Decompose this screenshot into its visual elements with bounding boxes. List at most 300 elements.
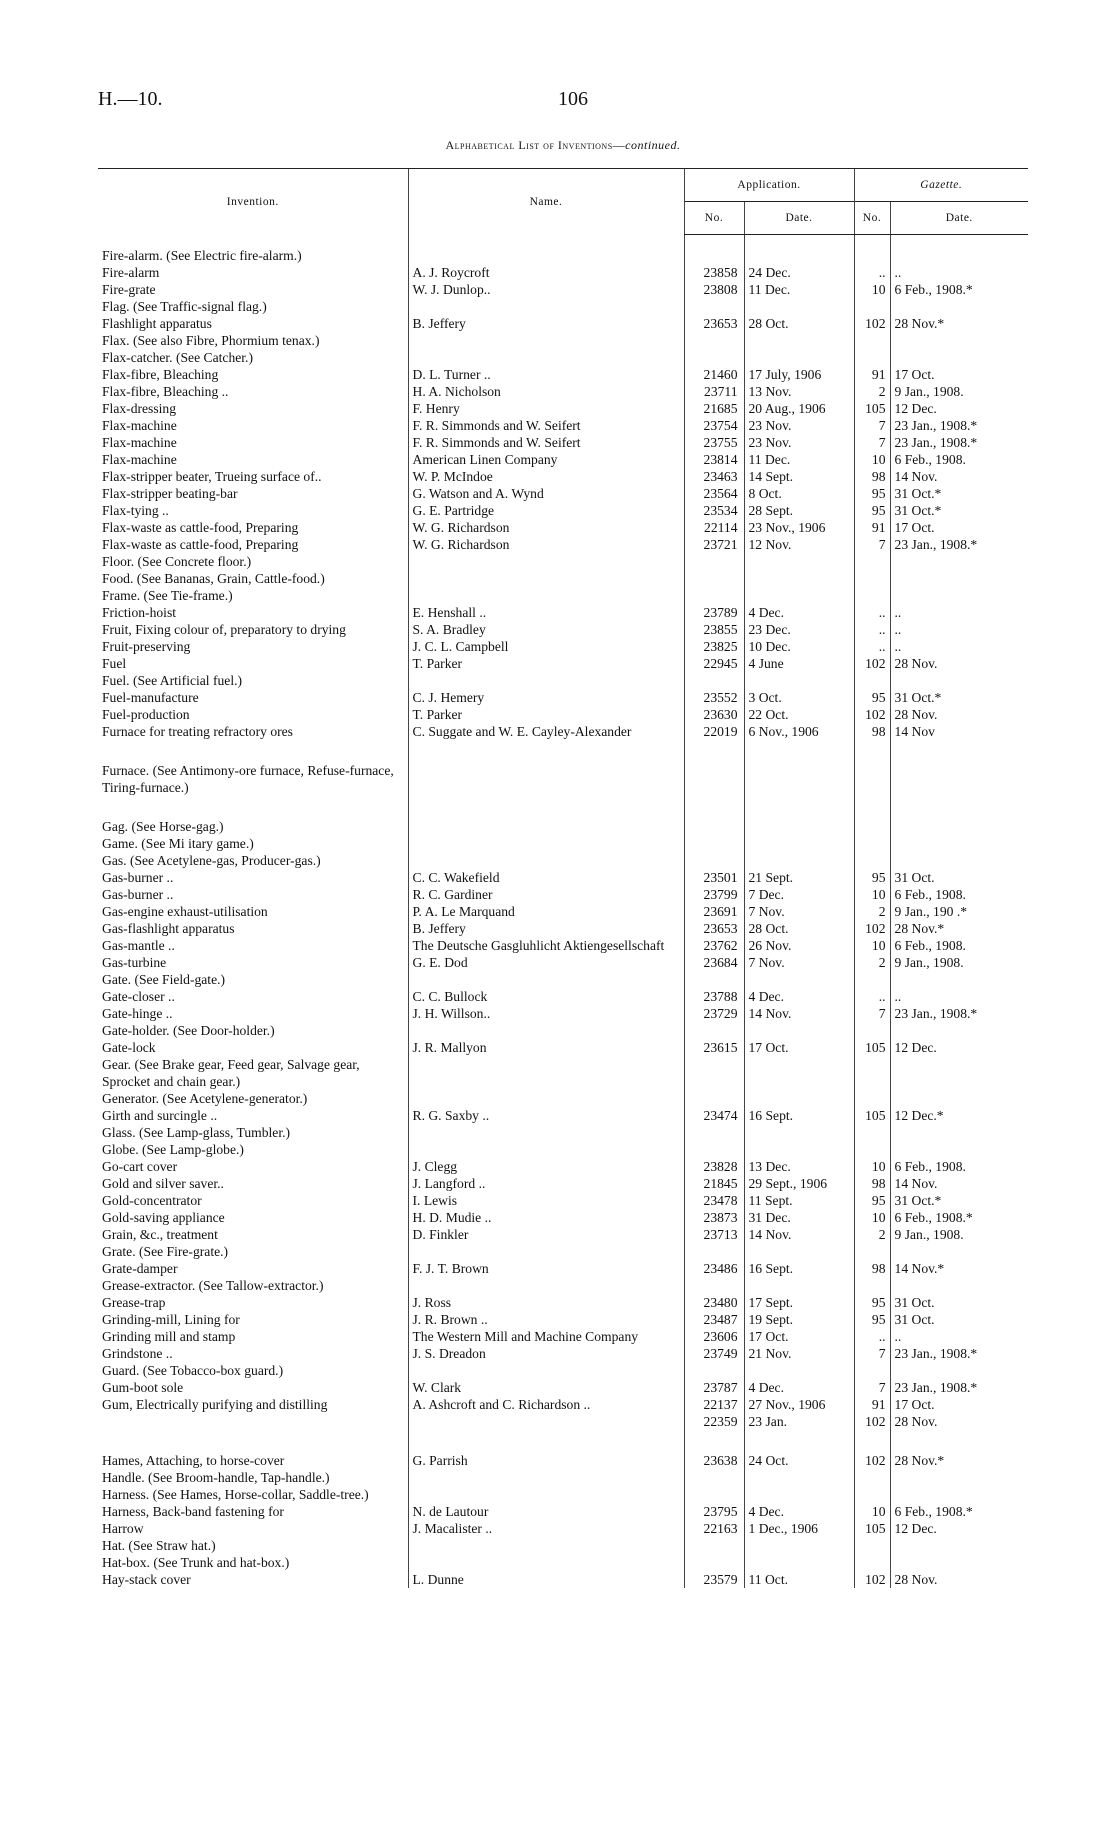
name-cell: W. Clark — [408, 1379, 684, 1396]
application-date-cell — [744, 1056, 854, 1090]
gazette-no-cell — [854, 1056, 890, 1090]
invention-cell: Gate. (See Field-gate.) — [102, 972, 226, 987]
name-cell: J. Langford .. — [408, 1175, 684, 1192]
invention-cell: Flax. (See also Fibre, Phormium tenax.) — [102, 333, 320, 348]
name-cell: J. Macalister .. — [408, 1520, 684, 1537]
gazette-date-cell: .. — [890, 1328, 1028, 1345]
application-date-cell: 23 Nov., 1906 — [744, 519, 854, 536]
invention-cell: Harness. (See Hames, Horse-collar, Saddle-tree.) — [102, 1487, 369, 1502]
invention-cell: Gum, Electrically purifying and distilling — [102, 1397, 328, 1412]
application-date-cell: 4 Dec. — [744, 1503, 854, 1520]
invention-cell: Flax-stripper beating-bar — [102, 486, 238, 501]
application-no-cell: 23713 — [684, 1226, 744, 1243]
table-row — [98, 1396, 1028, 1413]
application-no-cell — [684, 1277, 744, 1294]
table-row — [98, 971, 1028, 988]
gazette-no-cell: .. — [854, 638, 890, 655]
name-cell — [408, 1243, 684, 1260]
gazette-no-cell: 98 — [854, 1175, 890, 1192]
invention-cell: Fire-alarm — [102, 265, 160, 280]
gazette-no-cell: 105 — [854, 400, 890, 417]
application-no-cell: 23486 — [684, 1260, 744, 1277]
application-date-cell: 17 Sept. — [744, 1294, 854, 1311]
gazette-date-cell — [890, 247, 1028, 264]
invention-cell: Flax-waste as cattle-food, Preparing — [102, 520, 299, 535]
table-row — [98, 281, 1028, 298]
invention-cell: Grease-trap — [102, 1295, 166, 1310]
gazette-date-cell — [890, 1469, 1028, 1486]
invention-cell: Glass. (See Lamp-glass, Tumbler.) — [102, 1125, 291, 1140]
name-cell: L. Dunne — [408, 1571, 684, 1588]
name-cell: J. Clegg — [408, 1158, 684, 1175]
page-number: 106 — [558, 88, 588, 110]
name-cell: F. R. Simmonds and W. Seifert — [408, 434, 684, 451]
name-cell — [408, 587, 684, 604]
gazette-date-cell — [890, 672, 1028, 689]
name-cell: S. A. Bradley — [408, 621, 684, 638]
table-row — [98, 1328, 1028, 1345]
name-cell: W. J. Dunlop.. — [408, 281, 684, 298]
application-date-cell: 11 Dec. — [744, 451, 854, 468]
gazette-date-cell: 6 Feb., 1908.* — [890, 1209, 1028, 1226]
table-row — [98, 672, 1028, 689]
invention-cell: Flax-fibre, Bleaching .. — [102, 384, 229, 399]
application-no-cell — [684, 553, 744, 570]
table-row — [98, 903, 1028, 920]
application-no-cell — [684, 1362, 744, 1379]
application-no-cell — [684, 1056, 744, 1090]
invention-cell: Gas-mantle .. — [102, 938, 175, 953]
name-cell: J. H. Willson.. — [408, 1005, 684, 1022]
gazette-date-cell: 28 Nov. — [890, 655, 1028, 672]
application-no-cell: 23788 — [684, 988, 744, 1005]
application-no-cell: 23480 — [684, 1294, 744, 1311]
gazette-no-cell: 91 — [854, 519, 890, 536]
table-row — [98, 638, 1028, 655]
gazette-date-cell — [890, 1141, 1028, 1158]
gazette-date-cell — [890, 1124, 1028, 1141]
application-no-cell — [684, 1022, 744, 1039]
application-no-cell: 23653 — [684, 920, 744, 937]
table-row — [98, 886, 1028, 903]
table-row — [98, 988, 1028, 1005]
gazette-date-cell: .. — [890, 264, 1028, 281]
application-no-cell: 23795 — [684, 1503, 744, 1520]
gazette-date-cell: 28 Nov. — [890, 1413, 1028, 1430]
application-no-cell: 23711 — [684, 383, 744, 400]
table-row — [98, 852, 1028, 869]
invention-cell: Harrow — [102, 1521, 144, 1536]
gazette-no-cell — [854, 553, 890, 570]
invention-cell: Hay-stack cover — [102, 1572, 191, 1587]
name-cell: G. Watson and A. Wynd — [408, 485, 684, 502]
name-cell: T. Parker — [408, 655, 684, 672]
application-no-cell: 22163 — [684, 1520, 744, 1537]
name-cell — [408, 349, 684, 366]
invention-cell: Hat. (See Straw hat.) — [102, 1538, 216, 1553]
gazette-date-cell: 28 Nov. — [890, 1571, 1028, 1588]
name-cell — [408, 1413, 684, 1430]
application-date-cell: 28 Oct. — [744, 920, 854, 937]
name-cell: J. R. Brown .. — [408, 1311, 684, 1328]
name-cell: H. A. Nicholson — [408, 383, 684, 400]
table-row — [98, 1158, 1028, 1175]
table-row — [98, 1141, 1028, 1158]
gazette-no-cell: 91 — [854, 366, 890, 383]
gazette-no-cell: 10 — [854, 1209, 890, 1226]
table-row — [98, 1362, 1028, 1379]
application-no-cell: 22019 — [684, 723, 744, 740]
invention-cell: Fruit-preserving — [102, 639, 191, 654]
name-cell: D. L. Turner .. — [408, 366, 684, 383]
gazette-no-cell: 2 — [854, 1226, 890, 1243]
application-no-cell: 23638 — [684, 1452, 744, 1469]
invention-cell: Fuel-manufacture — [102, 690, 199, 705]
gazette-no-cell — [854, 818, 890, 835]
invention-cell: Flag. (See Traffic-signal flag.) — [102, 299, 267, 314]
application-date-cell: 21 Nov. — [744, 1345, 854, 1362]
table-row — [98, 604, 1028, 621]
invention-cell: Fire-grate — [102, 282, 156, 297]
application-no-cell — [684, 587, 744, 604]
name-cell — [408, 1469, 684, 1486]
application-date-cell: 28 Oct. — [744, 315, 854, 332]
application-no-cell — [684, 852, 744, 869]
application-no-cell: 23762 — [684, 937, 744, 954]
gazette-no-cell: 10 — [854, 937, 890, 954]
application-date-cell: 11 Sept. — [744, 1192, 854, 1209]
application-date-cell: 7 Dec. — [744, 886, 854, 903]
gazette-no-cell — [854, 1141, 890, 1158]
invention-cell: Gate-hinge .. — [102, 1006, 173, 1021]
application-date-cell: 12 Nov. — [744, 536, 854, 553]
col-application: Application. — [684, 169, 854, 202]
table-row — [98, 468, 1028, 485]
gazette-no-cell — [854, 762, 890, 796]
gazette-no-cell: 102 — [854, 1413, 890, 1430]
gazette-no-cell: 102 — [854, 655, 890, 672]
invention-cell: Food. (See Bananas, Grain, Cattle-food.) — [102, 571, 325, 586]
gazette-no-cell — [854, 298, 890, 315]
invention-cell: Flax-machine — [102, 452, 177, 467]
application-date-cell: 21 Sept. — [744, 869, 854, 886]
document-page — [98, 0, 1028, 1841]
application-no-cell — [684, 818, 744, 835]
gazette-no-cell — [854, 247, 890, 264]
invention-cell: Gate-holder. (See Door-holder.) — [102, 1023, 275, 1038]
invention-cell: Hat-box. (See Trunk and hat-box.) — [102, 1555, 290, 1570]
application-no-cell: 23789 — [684, 604, 744, 621]
name-cell — [408, 247, 684, 264]
application-no-cell: 23564 — [684, 485, 744, 502]
table-row — [98, 954, 1028, 971]
gazette-no-cell: 95 — [854, 689, 890, 706]
name-cell: F. R. Simmonds and W. Seifert — [408, 417, 684, 434]
gazette-no-cell — [854, 349, 890, 366]
invention-cell: Grease-extractor. (See Tallow-extractor.) — [102, 1278, 324, 1293]
gazette-date-cell: 17 Oct. — [890, 519, 1028, 536]
application-no-cell: 23873 — [684, 1209, 744, 1226]
gazette-no-cell: 95 — [854, 1192, 890, 1209]
table-row — [98, 762, 1028, 796]
gazette-no-cell — [854, 1022, 890, 1039]
gazette-date-cell — [890, 587, 1028, 604]
gazette-date-cell — [890, 835, 1028, 852]
application-no-cell: 23749 — [684, 1345, 744, 1362]
gazette-no-cell — [854, 835, 890, 852]
gazette-date-cell: .. — [890, 604, 1028, 621]
invention-cell: Gate-lock — [102, 1040, 156, 1055]
invention-cell: Furnace. (See Antimony-ore furnace, Refuse-furnace, Tiring-furnace.) — [102, 763, 394, 795]
invention-cell: Gas. (See Acetylene-gas, Producer-gas.) — [102, 853, 321, 868]
gazette-no-cell: 102 — [854, 1571, 890, 1588]
gazette-date-cell: 6 Feb., 1908. — [890, 451, 1028, 468]
invention-cell: Gas-burner .. — [102, 887, 174, 902]
application-date-cell — [744, 1362, 854, 1379]
invention-cell: Fruit, Fixing colour of, preparatory to drying — [102, 622, 346, 637]
gazette-date-cell: 17 Oct. — [890, 1396, 1028, 1413]
application-date-cell — [744, 1537, 854, 1554]
gazette-no-cell — [854, 587, 890, 604]
name-cell — [408, 1022, 684, 1039]
gazette-no-cell — [854, 570, 890, 587]
name-cell — [408, 1141, 684, 1158]
application-date-cell: 16 Sept. — [744, 1260, 854, 1277]
name-cell: B. Jeffery — [408, 920, 684, 937]
application-date-cell — [744, 349, 854, 366]
table-row — [98, 621, 1028, 638]
application-no-cell: 23808 — [684, 281, 744, 298]
col-gazette: Gazette. — [854, 169, 1028, 202]
gazette-no-cell — [854, 1554, 890, 1571]
name-cell: The Deutsche Gasgluhlicht Aktiengesellschaft — [408, 937, 684, 954]
gazette-date-cell: 6 Feb., 1908. — [890, 1158, 1028, 1175]
invention-cell: Fuel. (See Artificial fuel.) — [102, 673, 243, 688]
application-date-cell — [744, 1124, 854, 1141]
gazette-date-cell: 23 Jan., 1908.* — [890, 1345, 1028, 1362]
invention-cell: Handle. (See Broom-handle, Tap-handle.) — [102, 1470, 330, 1485]
name-cell: R. G. Saxby .. — [408, 1107, 684, 1124]
gazette-no-cell: 7 — [854, 1005, 890, 1022]
application-date-cell: 28 Sept. — [744, 502, 854, 519]
invention-cell: Hames, Attaching, to horse-cover — [102, 1453, 285, 1468]
name-cell: J. Ross — [408, 1294, 684, 1311]
application-date-cell: 27 Nov., 1906 — [744, 1396, 854, 1413]
invention-cell: Game. (See Mi itary game.) — [102, 836, 254, 851]
table-header — [98, 169, 1028, 235]
gazette-date-cell: 14 Nov. — [890, 1175, 1028, 1192]
name-cell: N. de Lautour — [408, 1503, 684, 1520]
table-row — [98, 1022, 1028, 1039]
application-no-cell: 23474 — [684, 1107, 744, 1124]
gazette-no-cell: 7 — [854, 536, 890, 553]
gazette-date-cell: 28 Nov.* — [890, 920, 1028, 937]
application-date-cell: 11 Dec. — [744, 281, 854, 298]
gazette-date-cell: 31 Oct. — [890, 1294, 1028, 1311]
invention-cell: Flax-waste as cattle-food, Preparing — [102, 537, 299, 552]
gazette-date-cell — [890, 349, 1028, 366]
gazette-no-cell: 98 — [854, 723, 890, 740]
table-row — [98, 1503, 1028, 1520]
gazette-date-cell: 28 Nov. — [890, 706, 1028, 723]
name-cell: G. E. Dod — [408, 954, 684, 971]
name-cell: J. S. Dreadon — [408, 1345, 684, 1362]
table-row — [98, 1107, 1028, 1124]
page-subtitle: Alphabetical List of Inventions—continued. — [445, 138, 681, 152]
table-row — [98, 502, 1028, 519]
application-no-cell — [684, 762, 744, 796]
gazette-date-cell: 31 Oct.* — [890, 689, 1028, 706]
name-cell — [408, 1056, 684, 1090]
table-row — [98, 451, 1028, 468]
name-cell: W. P. McIndoe — [408, 468, 684, 485]
invention-cell: Gate-closer .. — [102, 989, 175, 1004]
application-no-cell: 21685 — [684, 400, 744, 417]
application-date-cell — [744, 1554, 854, 1571]
gazette-date-cell: .. — [890, 988, 1028, 1005]
table-row — [98, 1056, 1028, 1090]
application-no-cell — [684, 835, 744, 852]
application-date-cell: 6 Nov., 1906 — [744, 723, 854, 740]
gazette-date-cell: 6 Feb., 1908. — [890, 886, 1028, 903]
gazette-date-cell: 31 Oct. — [890, 869, 1028, 886]
application-date-cell: 14 Nov. — [744, 1226, 854, 1243]
application-date-cell: 14 Sept. — [744, 468, 854, 485]
col-gaz-no: No. — [854, 202, 890, 235]
gazette-date-cell — [890, 971, 1028, 988]
gazette-date-cell — [890, 1090, 1028, 1107]
application-date-cell — [744, 1486, 854, 1503]
gazette-date-cell: 12 Dec. — [890, 400, 1028, 417]
application-date-cell: 17 Oct. — [744, 1039, 854, 1056]
application-no-cell: 23478 — [684, 1192, 744, 1209]
table-row — [98, 1209, 1028, 1226]
table-row — [98, 1345, 1028, 1362]
gazette-no-cell: 7 — [854, 1379, 890, 1396]
application-date-cell: 26 Nov. — [744, 937, 854, 954]
table-row — [98, 1537, 1028, 1554]
application-no-cell: 23754 — [684, 417, 744, 434]
application-no-cell: 22137 — [684, 1396, 744, 1413]
application-no-cell: 23684 — [684, 954, 744, 971]
name-cell: R. C. Gardiner — [408, 886, 684, 903]
gazette-date-cell: 23 Jan., 1908.* — [890, 417, 1028, 434]
gazette-no-cell: 95 — [854, 869, 890, 886]
gazette-no-cell: .. — [854, 621, 890, 638]
table-row — [98, 1554, 1028, 1571]
application-no-cell — [684, 1469, 744, 1486]
name-cell — [408, 1486, 684, 1503]
name-cell — [408, 332, 684, 349]
application-date-cell: 8 Oct. — [744, 485, 854, 502]
application-no-cell: 23691 — [684, 903, 744, 920]
application-date-cell — [744, 1243, 854, 1260]
table-row — [98, 937, 1028, 954]
table-row — [98, 400, 1028, 417]
table-row — [98, 264, 1028, 281]
gazette-date-cell: 23 Jan., 1908.* — [890, 536, 1028, 553]
gazette-date-cell: 31 Oct.* — [890, 502, 1028, 519]
gazette-no-cell: 10 — [854, 1503, 890, 1520]
gazette-date-cell: 17 Oct. — [890, 366, 1028, 383]
application-date-cell: 24 Dec. — [744, 264, 854, 281]
table-row — [98, 1452, 1028, 1469]
application-no-cell: 23653 — [684, 315, 744, 332]
gazette-no-cell: .. — [854, 604, 890, 621]
gazette-date-cell: 9 Jan., 1908. — [890, 1226, 1028, 1243]
gazette-no-cell: 105 — [854, 1039, 890, 1056]
invention-cell: Flax-machine — [102, 418, 177, 433]
gazette-no-cell — [854, 672, 890, 689]
invention-cell: Fuel-production — [102, 707, 190, 722]
application-date-cell: 4 Dec. — [744, 604, 854, 621]
invention-cell: Friction-hoist — [102, 605, 177, 620]
gazette-date-cell: 6 Feb., 1908.* — [890, 1503, 1028, 1520]
name-cell: B. Jeffery — [408, 315, 684, 332]
application-date-cell — [744, 298, 854, 315]
application-date-cell — [744, 818, 854, 835]
gazette-no-cell: 10 — [854, 1158, 890, 1175]
name-cell: A. Ashcroft and C. Richardson .. — [408, 1396, 684, 1413]
application-date-cell: 13 Dec. — [744, 1158, 854, 1175]
invention-cell: Grinding-mill, Lining for — [102, 1312, 240, 1327]
application-no-cell — [684, 1124, 744, 1141]
gazette-no-cell — [854, 1469, 890, 1486]
gazette-no-cell: 2 — [854, 383, 890, 400]
application-date-cell — [744, 247, 854, 264]
gazette-no-cell: 102 — [854, 706, 890, 723]
gazette-date-cell — [890, 1022, 1028, 1039]
application-date-cell — [744, 587, 854, 604]
table-row — [98, 1311, 1028, 1328]
name-cell — [408, 1124, 684, 1141]
col-invention: Invention. — [98, 169, 408, 235]
table-row — [98, 315, 1028, 332]
gazette-date-cell: 31 Oct.* — [890, 485, 1028, 502]
name-cell: W. G. Richardson — [408, 536, 684, 553]
application-date-cell — [744, 852, 854, 869]
col-app-date: Date. — [744, 202, 854, 235]
table-row — [98, 553, 1028, 570]
table-row — [98, 818, 1028, 835]
name-cell — [408, 835, 684, 852]
gazette-date-cell: .. — [890, 621, 1028, 638]
application-no-cell: 23606 — [684, 1328, 744, 1345]
invention-cell: Gag. (See Horse-gag.) — [102, 819, 224, 834]
gazette-date-cell — [890, 1486, 1028, 1503]
application-no-cell: 23501 — [684, 869, 744, 886]
table-row — [98, 1243, 1028, 1260]
application-date-cell — [744, 1141, 854, 1158]
application-no-cell: 23755 — [684, 434, 744, 451]
name-cell — [408, 1362, 684, 1379]
gazette-no-cell: 98 — [854, 468, 890, 485]
application-no-cell: 23787 — [684, 1379, 744, 1396]
name-cell — [408, 553, 684, 570]
application-no-cell: 21460 — [684, 366, 744, 383]
application-date-cell: 13 Nov. — [744, 383, 854, 400]
name-cell: H. D. Mudie .. — [408, 1209, 684, 1226]
name-cell: C. C. Bullock — [408, 988, 684, 1005]
table-body — [98, 235, 1028, 1589]
application-date-cell: 17 July, 1906 — [744, 366, 854, 383]
gazette-date-cell: 28 Nov.* — [890, 315, 1028, 332]
gazette-date-cell — [890, 1243, 1028, 1260]
application-no-cell: 23729 — [684, 1005, 744, 1022]
gazette-date-cell — [890, 298, 1028, 315]
gazette-no-cell — [854, 1537, 890, 1554]
gazette-date-cell — [890, 332, 1028, 349]
